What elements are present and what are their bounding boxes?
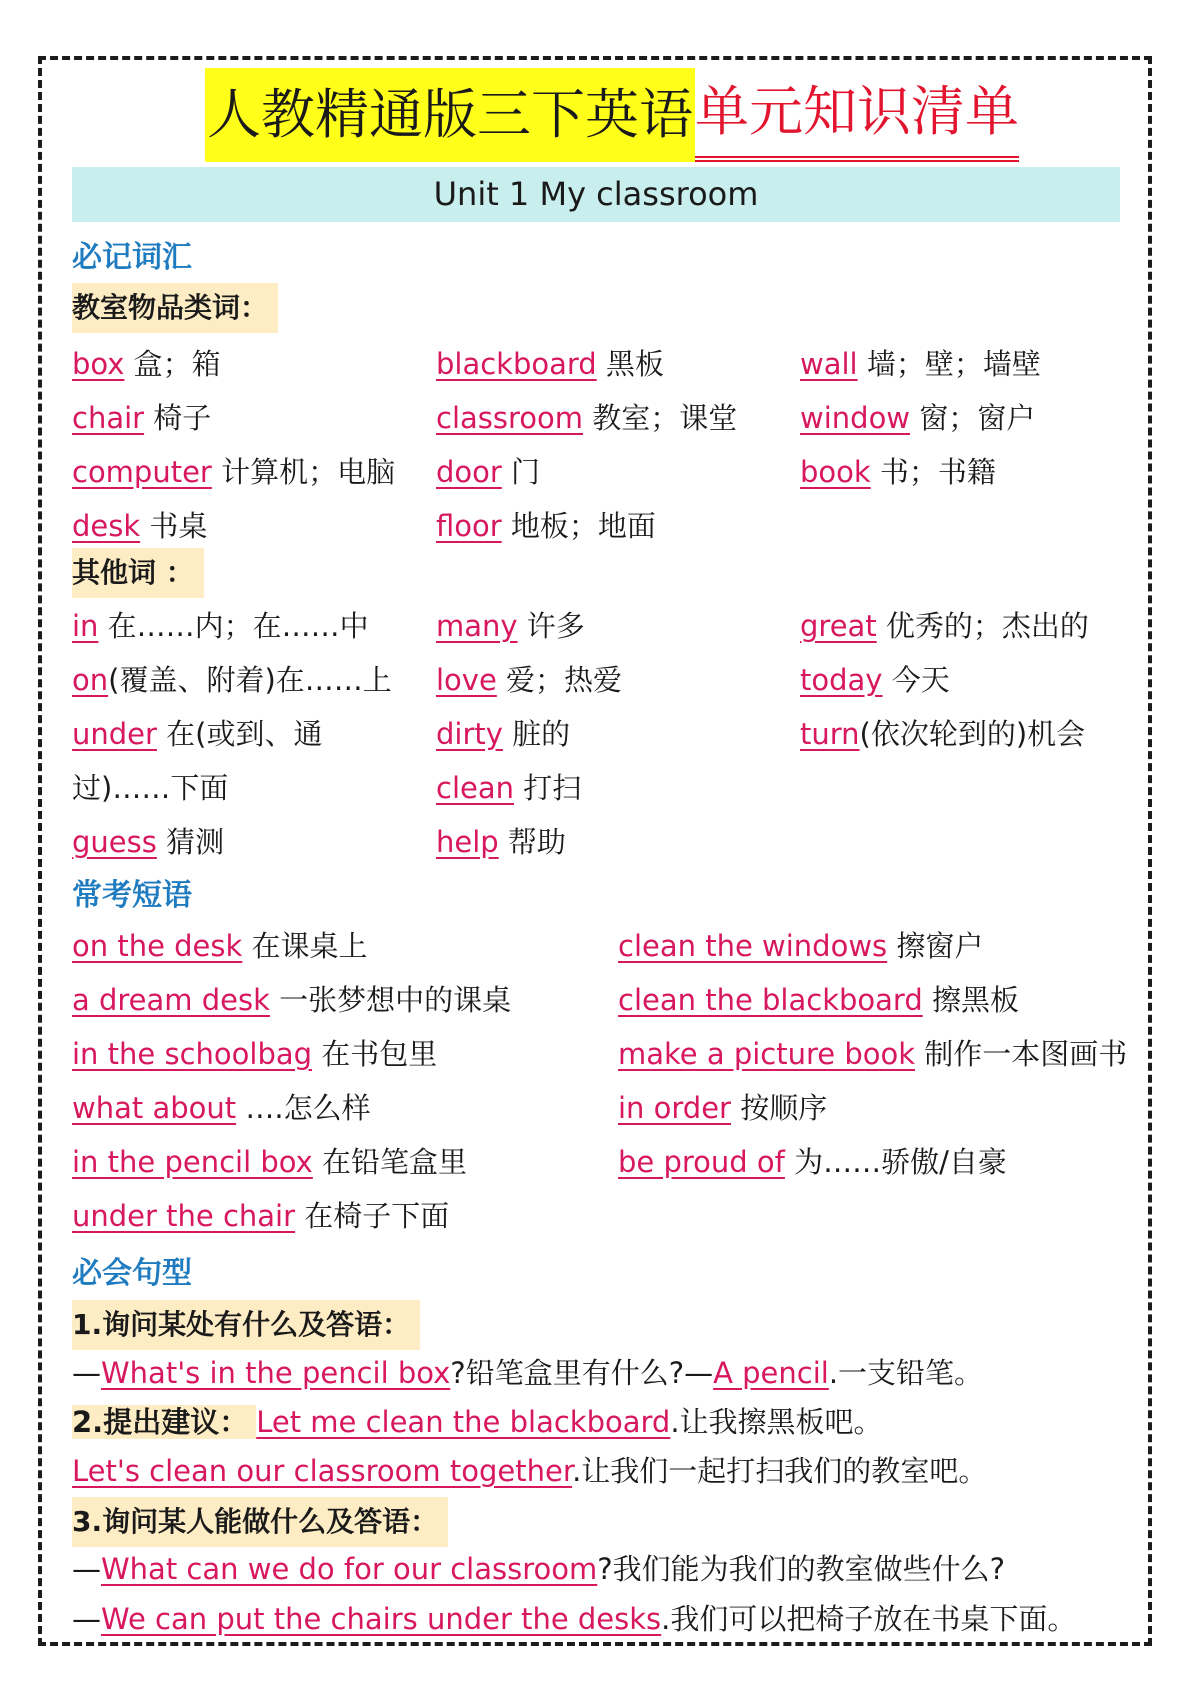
phrase-item: clean the blackboard 擦黑板 bbox=[618, 983, 1019, 1017]
vocab-item: today 今天 bbox=[800, 663, 950, 697]
vocab-item: classroom 教室；课堂 bbox=[436, 401, 738, 435]
vocab-item: window 窗；窗户 bbox=[800, 401, 1036, 435]
page-title bbox=[205, 68, 1019, 162]
group-others: 其他词 ： bbox=[72, 548, 204, 598]
vocab-item: many 许多 bbox=[436, 609, 585, 643]
vocab-item: book 书；书籍 bbox=[800, 455, 996, 489]
phrase-item: on the desk 在课桌上 bbox=[72, 929, 368, 963]
section-phrases-heading: 常考短语 bbox=[72, 878, 192, 913]
group-classroom-objects: 教室物品类词： bbox=[72, 283, 278, 333]
vocab-item: floor 地板；地面 bbox=[436, 509, 656, 543]
vocab-item: great 优秀的；杰出的 bbox=[800, 609, 1089, 643]
phrase-item: be proud of 为……骄傲/自豪 bbox=[618, 1145, 1007, 1179]
phrase-item: make a picture book 制作一本图画书 bbox=[618, 1037, 1128, 1071]
section-vocab-heading: 必记词汇 bbox=[72, 240, 192, 275]
vocab-item: clean 打扫 bbox=[436, 771, 582, 805]
vocab-item: wall 墙；壁；墙壁 bbox=[800, 347, 1041, 381]
vocab-item: computer 计算机；电脑 bbox=[72, 455, 396, 489]
sentence-pattern-2-heading: 2.提出建议： bbox=[72, 1405, 256, 1439]
vocab-item-continued: 过)……下面 bbox=[72, 771, 229, 805]
phrase-item: clean the windows 擦窗户 bbox=[618, 929, 984, 963]
title-part-1: 人教精通版三下英语 bbox=[205, 68, 695, 162]
unit-title-bar: Unit 1 My classroom bbox=[72, 167, 1120, 222]
vocab-item: dirty 脏的 bbox=[436, 717, 571, 751]
sentence-line-3: Let's clean our classroom together.让我们一起打扫我们的教室吧。 bbox=[72, 1454, 988, 1488]
sentence-line-2: 2.提出建议： Let me clean the blackboard.让我擦黑板吧。 bbox=[72, 1405, 883, 1439]
title-part-2: 单元知识清单 bbox=[695, 68, 1019, 162]
sentence-pattern-3-heading: 3.询问某人能做什么及答语： bbox=[72, 1497, 448, 1547]
vocab-item: blackboard 黑板 bbox=[436, 347, 664, 381]
sentence-line-5: —We can put the chairs under the desks.我们可以把椅子放在书桌下面。 bbox=[72, 1602, 1077, 1636]
vocab-item: under 在(或到、通 bbox=[72, 717, 323, 751]
vocab-item: guess 猜测 bbox=[72, 825, 225, 859]
vocab-item: on(覆盖、附着)在……上 bbox=[72, 663, 392, 697]
sentence-line-4: —What can we do for our classroom?我们能为我们的教室做些什么? bbox=[72, 1552, 1006, 1586]
vocab-item: desk 书桌 bbox=[72, 509, 208, 543]
vocab-item: love 爱；热爱 bbox=[436, 663, 623, 697]
sentence-pattern-1-heading: 1.询问某处有什么及答语： bbox=[72, 1300, 420, 1350]
phrase-item: under the chair 在椅子下面 bbox=[72, 1199, 450, 1233]
vocab-item: chair 椅子 bbox=[72, 401, 212, 435]
sentence-line-1: —What's in the pencil box?铅笔盒里有什么?—A pencil.一支铅笔。 bbox=[72, 1356, 984, 1390]
phrase-item: in the pencil box 在铅笔盒里 bbox=[72, 1145, 468, 1179]
vocab-item: in 在……内；在……中 bbox=[72, 609, 369, 643]
phrase-item: in the schoolbag 在书包里 bbox=[72, 1037, 438, 1071]
vocab-item: box 盒；箱 bbox=[72, 347, 221, 381]
vocab-item: door 门 bbox=[436, 455, 541, 489]
vocab-item: help 帮助 bbox=[436, 825, 566, 859]
vocab-item: turn(依次轮到的)机会 bbox=[800, 717, 1086, 751]
section-sentences-heading: 必会句型 bbox=[72, 1256, 192, 1291]
phrase-item: a dream desk 一张梦想中的课桌 bbox=[72, 983, 512, 1017]
phrase-item: in order 按顺序 bbox=[618, 1091, 828, 1125]
phrase-item: what about ….怎么样 bbox=[72, 1091, 371, 1125]
